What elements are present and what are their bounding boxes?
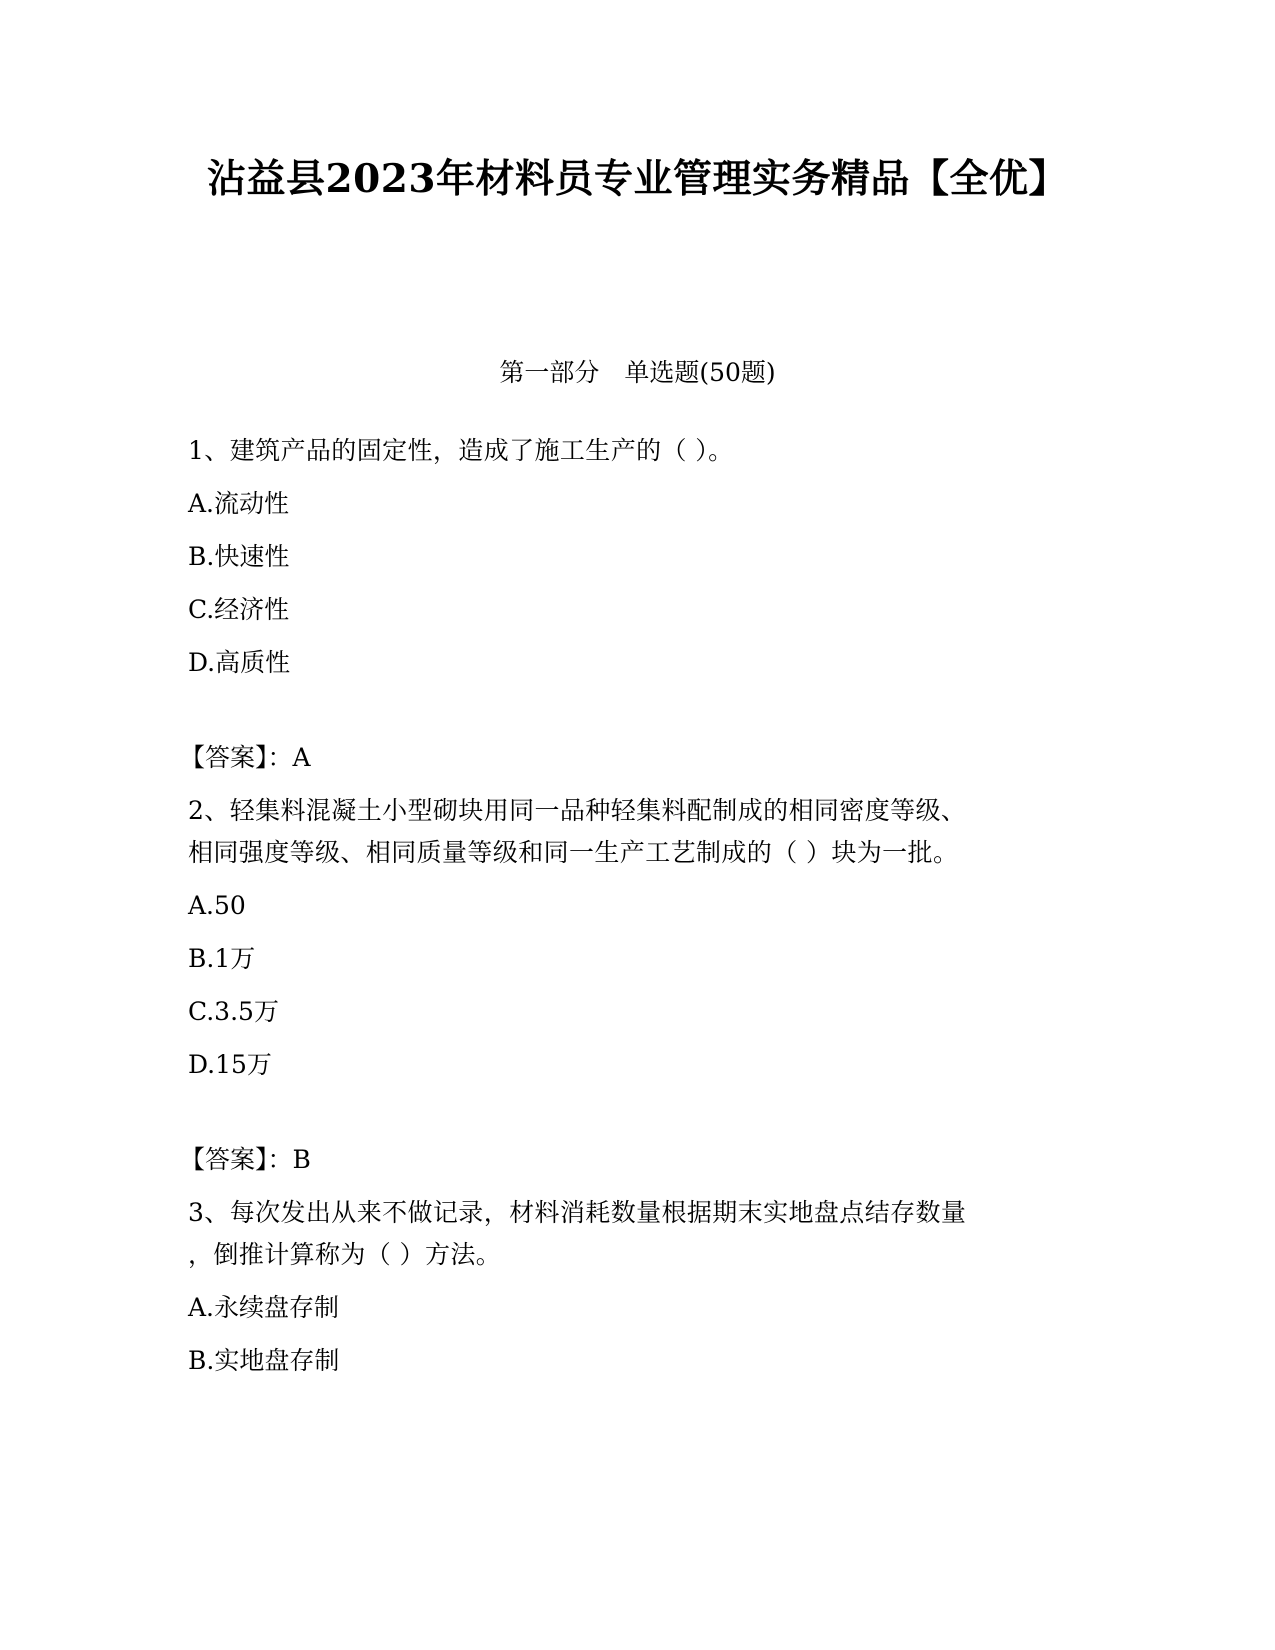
question-2-text-line-2: 相同强度等级、相同质量等级和同一生产工艺制成的（ ）块为一批。	[188, 838, 959, 867]
question-3-text-line-1: 3、每次发出从来不做记录，材料消耗数量根据期末实地盘点结存数量	[188, 1198, 967, 1227]
question-2-answer: 【答案】：B	[180, 1145, 311, 1174]
question-1-option-c: C.经济性	[188, 595, 290, 624]
question-3-option-b: B.实地盘存制	[188, 1346, 340, 1375]
question-2-option-b: B.1万	[188, 944, 256, 973]
question-3-option-a: A.永续盘存制	[188, 1293, 340, 1322]
section-heading: 第一部分 单选题(50题)	[499, 358, 776, 387]
question-1-answer: 【答案】：A	[180, 743, 311, 772]
question-1-option-b: B.快速性	[188, 542, 290, 571]
question-1-option-a: A.流动性	[188, 489, 290, 518]
question-2-option-c: C.3.5万	[188, 997, 279, 1026]
question-3-text-line-2: ，倒推计算称为（ ）方法。	[188, 1240, 502, 1269]
question-2-option-a: A.50	[188, 891, 246, 920]
document-title: 沾益县2023年材料员专业管理实务精品【全优】	[206, 156, 1069, 202]
question-2-text-line-1: 2、轻集料混凝土小型砌块用同一品种轻集料配制成的相同密度等级、	[188, 796, 967, 825]
question-2-option-d: D.15万	[188, 1050, 272, 1079]
question-1-option-d: D.高质性	[188, 648, 291, 677]
question-1-text: 1、建筑产品的固定性，造成了施工生产的（ ）。	[188, 436, 734, 465]
